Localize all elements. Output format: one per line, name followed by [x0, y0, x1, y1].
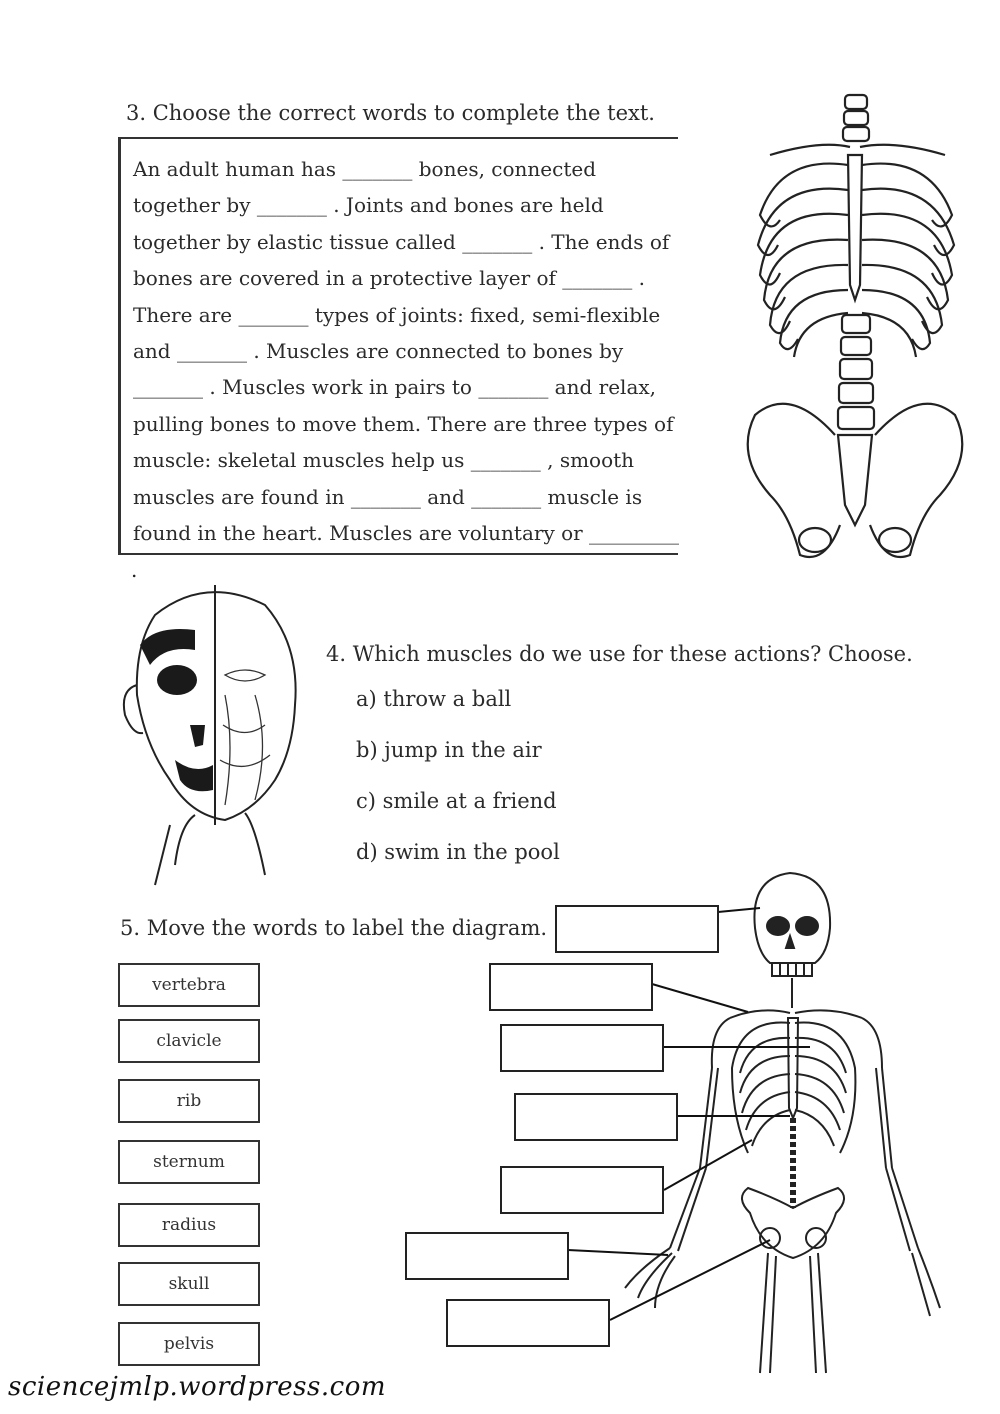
word-tile-sternum[interactable]: sternum: [118, 1140, 260, 1184]
passage-line: and _______ . Muscles are connected to bones by: [133, 339, 624, 364]
label-drop-box[interactable]: [446, 1299, 610, 1347]
word-tile-pelvis[interactable]: pelvis: [118, 1322, 260, 1366]
q4-option[interactable]: b) jump in the air: [356, 738, 542, 762]
passage-line: pulling bones to move them. There are three types of: [133, 411, 674, 436]
label-drop-box[interactable]: [489, 963, 653, 1011]
label-drop-box[interactable]: [514, 1093, 678, 1141]
word-tile-radius[interactable]: radius: [118, 1203, 260, 1247]
word-tile-clavicle[interactable]: clavicle: [118, 1019, 260, 1063]
q4-option[interactable]: a) throw a ball: [356, 687, 512, 711]
q3-title: 3. Choose the correct words to complete the text.: [126, 101, 655, 125]
word-tile-vertebra[interactable]: vertebra: [118, 963, 260, 1007]
label-drop-box[interactable]: [500, 1024, 664, 1072]
passage-line: An adult human has _______ bones, connected: [133, 157, 597, 181]
passage-line: There are _______ types of joints: fixed, semi-flexible: [133, 302, 661, 327]
label-drop-box[interactable]: [555, 905, 719, 953]
q5-title: 5. Move the words to label the diagram.: [120, 916, 548, 940]
label-drop-box[interactable]: [500, 1166, 664, 1214]
q4-option[interactable]: c) smile at a friend: [356, 789, 557, 813]
word-tile-skull[interactable]: skull: [118, 1262, 260, 1306]
passage-line: together by _______ . Joints and bones are held: [133, 193, 604, 218]
passage-line: muscles are found in _______ and _______ muscle is: [133, 484, 643, 509]
label-drop-box[interactable]: [405, 1232, 569, 1280]
q4-title: 4. Which muscles do we use for these actions? Choose.: [326, 642, 913, 666]
footer-credit: sciencejmlp.wordpress.com: [8, 1372, 386, 1402]
passage-line: together by elastic tissue called _______ . The ends of: [133, 229, 670, 254]
passage-line: found in the heart. Muscles are voluntary or _________: [133, 521, 680, 546]
passage-line: muscle: skeletal muscles help us _______ , smooth: [133, 448, 635, 473]
word-tile-rib[interactable]: rib: [118, 1079, 260, 1123]
passage-line: _______ . Muscles work in pairs to _______ and relax,: [133, 375, 656, 400]
passage-trailing-dot: .: [131, 558, 138, 582]
passage-line: bones are covered in a protective layer of _______ .: [133, 266, 646, 291]
q4-option[interactable]: d) swim in the pool: [356, 840, 560, 864]
